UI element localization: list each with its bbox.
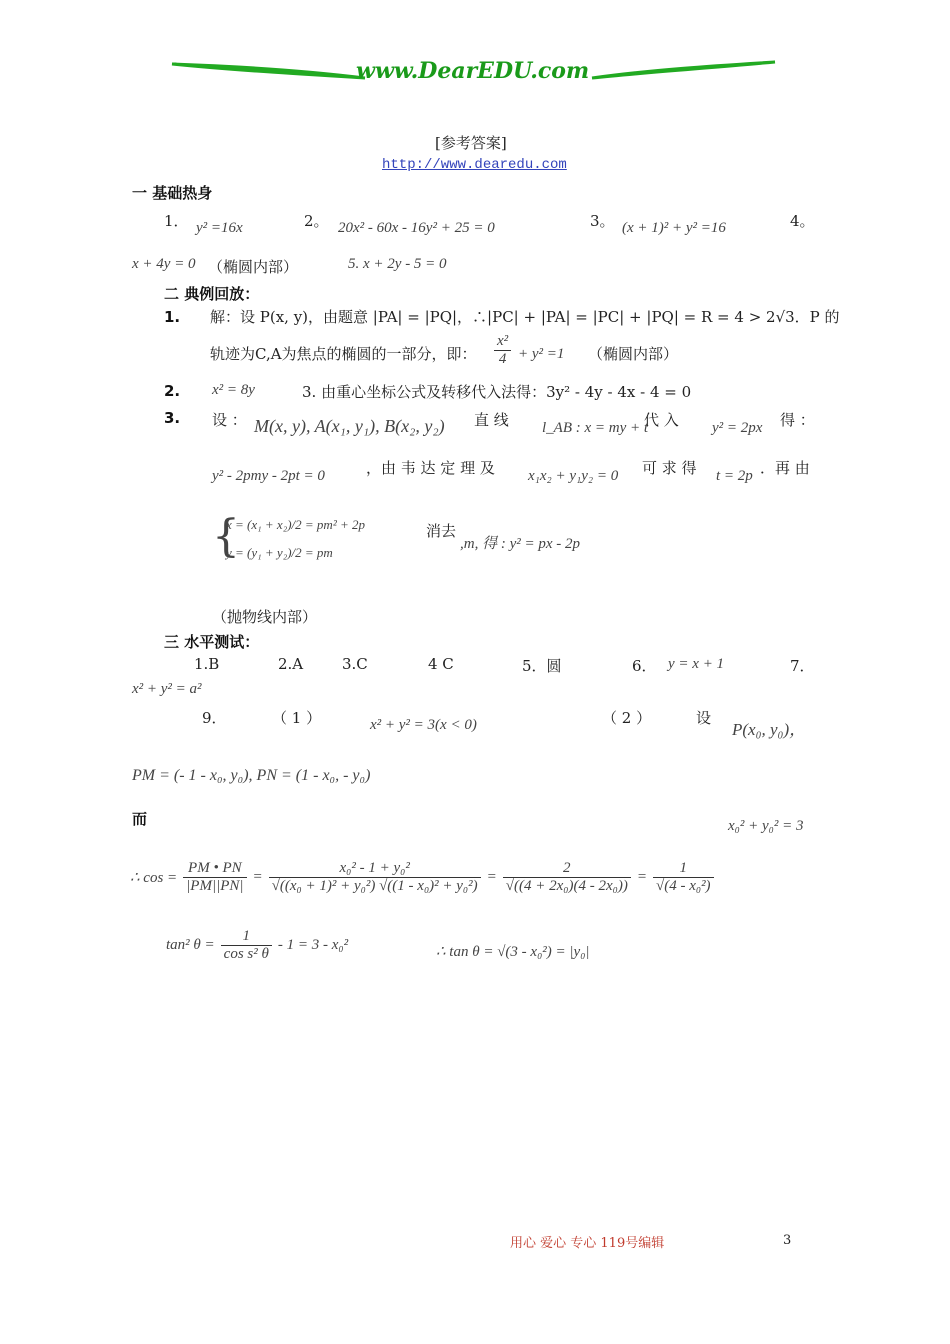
s3-q9-p: P(x₀, y₀)， xyxy=(732,720,807,739)
s3-er-expr: x₀² + y₀² = 3 xyxy=(728,818,804,834)
s2-p3-a: 设 ： xyxy=(212,411,247,429)
s3-q9-p2: （ 2 ） xyxy=(602,709,652,727)
s2-system-l1: x = (x₁ + x₂)/2 = pm² + 2p xyxy=(226,517,365,532)
s2-p3-f: y² = 2px xyxy=(712,420,763,436)
s3-vec-line: PM = (- 1 - x₀, y₀), PN = (1 - x₀, - y₀) xyxy=(132,767,371,784)
s2-system-tail-b: ,m, 得 : y² = px - 2p xyxy=(460,536,581,552)
s2-p2b: 3. 由重心坐标公式及转移代入法得：3y² - 4y - 4x - 4 = 0 xyxy=(302,383,692,401)
s3-q9-she: 设 xyxy=(696,709,712,727)
s3-er: 而 xyxy=(132,810,148,828)
page-title: [参考答案] xyxy=(435,134,507,152)
s1-item2-num: 2。 xyxy=(304,212,329,230)
cos-f3-num: 2 xyxy=(503,860,631,878)
s2-p2-expr: x² = 8y xyxy=(212,382,255,398)
s2-p3-c: 直 线 xyxy=(474,411,509,429)
s2-p3-l2b: ，由 韦 达 定 理 及 xyxy=(366,459,495,477)
s3-ans7: 7． xyxy=(790,657,815,675)
source-link[interactable]: http://www.dearedu.com xyxy=(382,157,567,173)
s1-item5: 5. x + 2y - 5 = 0 xyxy=(348,256,447,272)
s3-cos-formula xyxy=(130,860,714,895)
header-swoosh-right xyxy=(590,58,780,84)
s3-ans6-expr: y = x + 1 xyxy=(668,656,725,672)
s3-tan-final: ∴ tan θ = √(3 - x₀²) = |y₀| xyxy=(436,944,590,960)
page-number: 3 xyxy=(783,1233,792,1248)
section1-heading: 一 基础热身 xyxy=(132,184,213,202)
s3-ans6: 6． xyxy=(632,657,657,675)
s3-q9-eq1: x² + y² = 3(x < 0) xyxy=(370,717,477,733)
s1-item1-expr: y² =16x xyxy=(196,220,243,236)
s3-ans1: 1.B xyxy=(194,655,220,673)
s3-ans3: 3.C xyxy=(342,655,368,673)
s2-p1-note: （椭圆内部） xyxy=(588,345,679,363)
header-swoosh-left xyxy=(170,58,370,84)
frac-den: 4 xyxy=(498,351,507,367)
tan-frac-num: 1 xyxy=(221,928,272,946)
tan-lhs: tan² θ = xyxy=(166,937,215,953)
s3-ans5: 5．圆 xyxy=(522,657,562,675)
s2-p3-l2e: t = 2p xyxy=(716,468,753,484)
s2-p1-num: 1. xyxy=(164,308,181,326)
frac-num: x² xyxy=(494,333,511,351)
s3-ans7-expr: x² + y² = a² xyxy=(132,681,202,697)
cos-f3-den: √((4 + 2x₀)(4 - 2x₀)) xyxy=(505,878,628,894)
s2-p2-num: 2. xyxy=(164,382,181,400)
s3-ans4: 4 C xyxy=(428,655,454,673)
s1-item4-num: 4。 xyxy=(790,212,815,230)
s2-p3-l2c: x₁x₂ + y₁y₂ = 0 xyxy=(528,468,619,484)
s3-q9-num: 9． xyxy=(202,709,227,727)
s2-p3-e: 代 入 xyxy=(644,411,679,429)
s2-p1-text: 解：设 P(x, y)，由题意 |PA| = |PQ|，∴|PC| + |PA| = |PC| + |PQ| = R = 4 > 2√3．P 的 xyxy=(210,308,840,326)
tan-rhs: - 1 = 3 - x₀² xyxy=(277,937,349,953)
s2-p1-line2: 轨迹为C,A为焦点的椭圆的一部分，即： xyxy=(210,345,477,363)
cos-f4-num: 1 xyxy=(653,860,714,878)
s2-p3-d: l_AB : x = my + t xyxy=(542,420,649,436)
s1-line2-note: （椭圆内部） xyxy=(208,258,299,276)
s1-item2-expr: 20x² - 60x - 16y² + 25 = 0 xyxy=(338,220,495,236)
s2-system-l2: y = (y₁ + y₂)/2 = pm xyxy=(226,545,333,560)
s1-item3-expr: (x + 1)² + y² =16 xyxy=(622,220,726,236)
eq-sign-1: = xyxy=(252,869,263,885)
cos-f2-num: x₀² - 1 + y₀² xyxy=(269,860,481,878)
s3-q9-p1: （ 1 ） xyxy=(272,709,322,727)
s2-p3-l2d: 可 求 得 xyxy=(642,459,697,477)
s2-p1-frac xyxy=(494,333,511,368)
tan-frac-den: cos s² θ xyxy=(223,946,269,962)
section2-heading: 二 典例回放： xyxy=(164,285,260,303)
s2-p1-eq: + y² =1 xyxy=(518,346,565,362)
s2-system-brace: { xyxy=(212,511,240,562)
s2-p3-l2f: ．再 由 xyxy=(760,459,810,477)
eq-sign-3: = xyxy=(636,869,647,885)
cos-f1-num: PM • PN xyxy=(183,860,246,878)
cos-f1-den: |PM||PN| xyxy=(186,878,244,894)
s1-item3-num: 3。 xyxy=(590,212,615,230)
header-logo[interactable]: www.DearEDU.com xyxy=(356,58,590,84)
s3-tan-formula xyxy=(166,928,348,963)
footer-text: 用心 爱心 专心 119号编辑 xyxy=(510,1236,665,1251)
section3-heading: 三 水平测试： xyxy=(164,633,260,651)
s2-p3-b: M(x, y), A(x₁, y₁), B(x₂, y₂) xyxy=(254,416,445,436)
s2-p3-g: 得 ： xyxy=(780,411,815,429)
cos-lhs: ∴ cos = xyxy=(130,870,178,886)
s2-system-tail-a: 消去 xyxy=(426,522,457,540)
eq-sign-2: = xyxy=(486,869,497,885)
s2-p3-num: 3. xyxy=(164,409,181,427)
cos-f2-den: √((x₀ + 1)² + y₀²) √((1 - x₀)² + y₀²) xyxy=(271,878,478,894)
s1-line2-expr: x + 4y = 0 xyxy=(132,256,196,272)
cos-f4-den: √(4 - x₀²) xyxy=(655,878,711,894)
s2-p3-note: （抛物线内部） xyxy=(212,608,318,626)
s3-ans2: 2.A xyxy=(278,655,304,673)
s2-p3-l2a: y² - 2pmy - 2pt = 0 xyxy=(212,468,325,484)
s1-item1-num: 1． xyxy=(164,212,189,230)
